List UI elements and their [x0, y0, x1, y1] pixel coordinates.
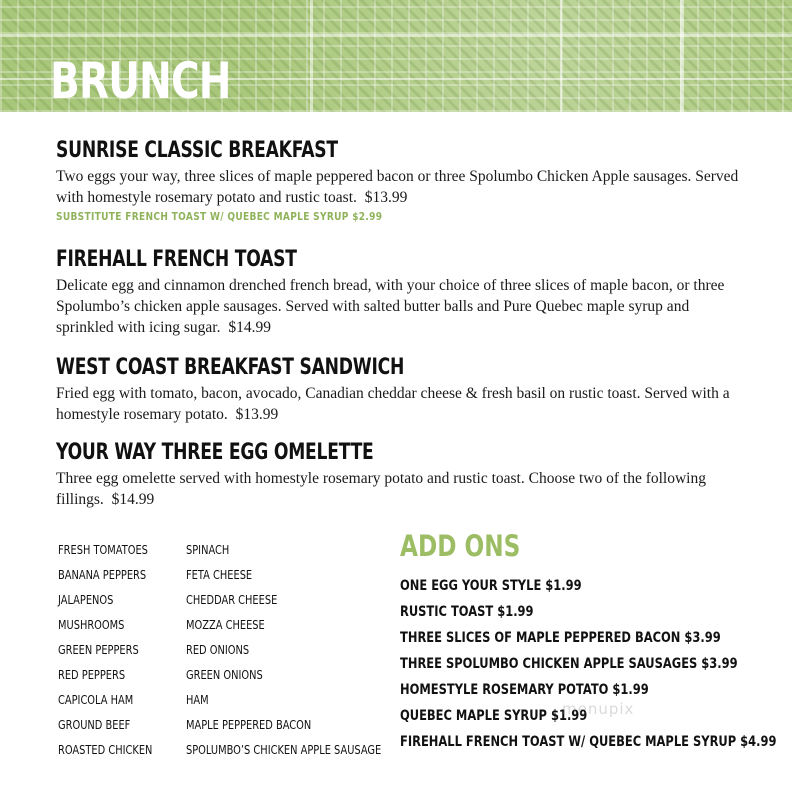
item-price: $14.99 [228, 319, 271, 336]
page-title: BRUNCH [50, 52, 231, 110]
filling-item: GROUND BEEF [58, 718, 131, 732]
fillings-column-left [58, 538, 173, 763]
item-price: $13.99 [364, 189, 408, 206]
fillings-column-right [186, 538, 424, 763]
map-road [310, 0, 313, 112]
add-on-item: ONE EGG YOUR STYLE $1.99 [400, 578, 582, 594]
filling-item: FRESH TOMATOES [58, 543, 148, 557]
item-note: SUBSTITUTE FRENCH TOAST W/ QUEBEC MAPLE SYRUP $2.99 [56, 210, 383, 223]
item-description-text: Three egg omelette served with homestyle rosemary potato and rustic toast. Choose two of the following fillings. [56, 470, 706, 508]
item-description [56, 468, 746, 510]
filling-item: MAPLE PEPPERED BACON [186, 718, 312, 732]
item-price: $14.99 [111, 491, 155, 508]
item-description-text: Fried egg with tomato, bacon, avocado, Canadian cheddar cheese & fresh basil on rustic toast. Served with a homestyle rosemary potato. [56, 385, 730, 423]
map-road [560, 0, 562, 112]
item-description-text: Two eggs your way, three slices of maple peppered bacon or three Spolumbo Chicken Apple sausages. Served with homestyle rosemary potato and rustic toast. [56, 168, 739, 206]
item-description [56, 383, 746, 425]
filling-item: SPINACH [186, 543, 230, 557]
add-ons-list [400, 573, 792, 755]
filling-item: CHEDDAR CHEESE [186, 593, 278, 607]
filling-item: ROASTED CHICKEN [58, 743, 153, 757]
filling-item: JALAPENOS [58, 593, 114, 607]
item-description [56, 275, 746, 338]
map-road [680, 0, 684, 112]
item-description-text: Delicate egg and cinnamon drenched french bread, with your choice of three slices of maple bacon, or three Spolumbo’s chicken apple sausages. Served with salted butter balls and Pure Quebec maple syrup and sprinkled with icing sugar. [56, 277, 725, 336]
item-title: YOUR WAY THREE EGG OMELETTE [56, 440, 374, 465]
filling-item: FETA CHEESE [186, 568, 253, 582]
filling-item: GREEN PEPPERS [58, 643, 139, 657]
item-title: WEST COAST BREAKFAST SANDWICH [56, 355, 405, 380]
filling-item: MOZZA CHEESE [186, 618, 265, 632]
menu-item [56, 440, 756, 510]
item-description [56, 166, 746, 208]
add-on-item: HOMESTYLE ROSEMARY POTATO $1.99 [400, 682, 649, 698]
filling-item: SPOLUMBO’S CHICKEN APPLE SAUSAGE [186, 743, 382, 757]
filling-item: BANANA PEPPERS [58, 568, 147, 582]
add-on-item: RUSTIC TOAST $1.99 [400, 604, 534, 620]
filling-item: GREEN ONIONS [186, 668, 263, 682]
map-road [0, 34, 792, 37]
filling-item: RED PEPPERS [58, 668, 126, 682]
filling-item: CAPICOLA HAM [58, 693, 134, 707]
add-on-item: QUEBEC MAPLE SYRUP $1.99 [400, 708, 588, 724]
add-ons-section [400, 530, 792, 755]
menu-item [56, 247, 756, 338]
filling-item: MUSHROOMS [58, 618, 125, 632]
watermark: menupix [562, 700, 635, 718]
menu-item [56, 355, 756, 425]
filling-item: HAM [186, 693, 209, 707]
add-on-item: THREE SLICES OF MAPLE PEPPERED BACON $3.99 [400, 630, 721, 646]
item-price: $13.99 [235, 406, 279, 423]
header-banner [0, 0, 792, 112]
menu-item [56, 138, 756, 223]
add-ons-title: ADD ONS [400, 529, 521, 563]
add-on-item: FIREHALL FRENCH TOAST W/ QUEBEC MAPLE SYRUP $4.99 [400, 734, 777, 750]
item-title: FIREHALL FRENCH TOAST [56, 247, 297, 272]
item-title: SUNRISE CLASSIC BREAKFAST [56, 138, 338, 163]
add-on-item: THREE SPOLUMBO CHICKEN APPLE SAUSAGES $3.99 [400, 656, 738, 672]
filling-item: RED ONIONS [186, 643, 250, 657]
